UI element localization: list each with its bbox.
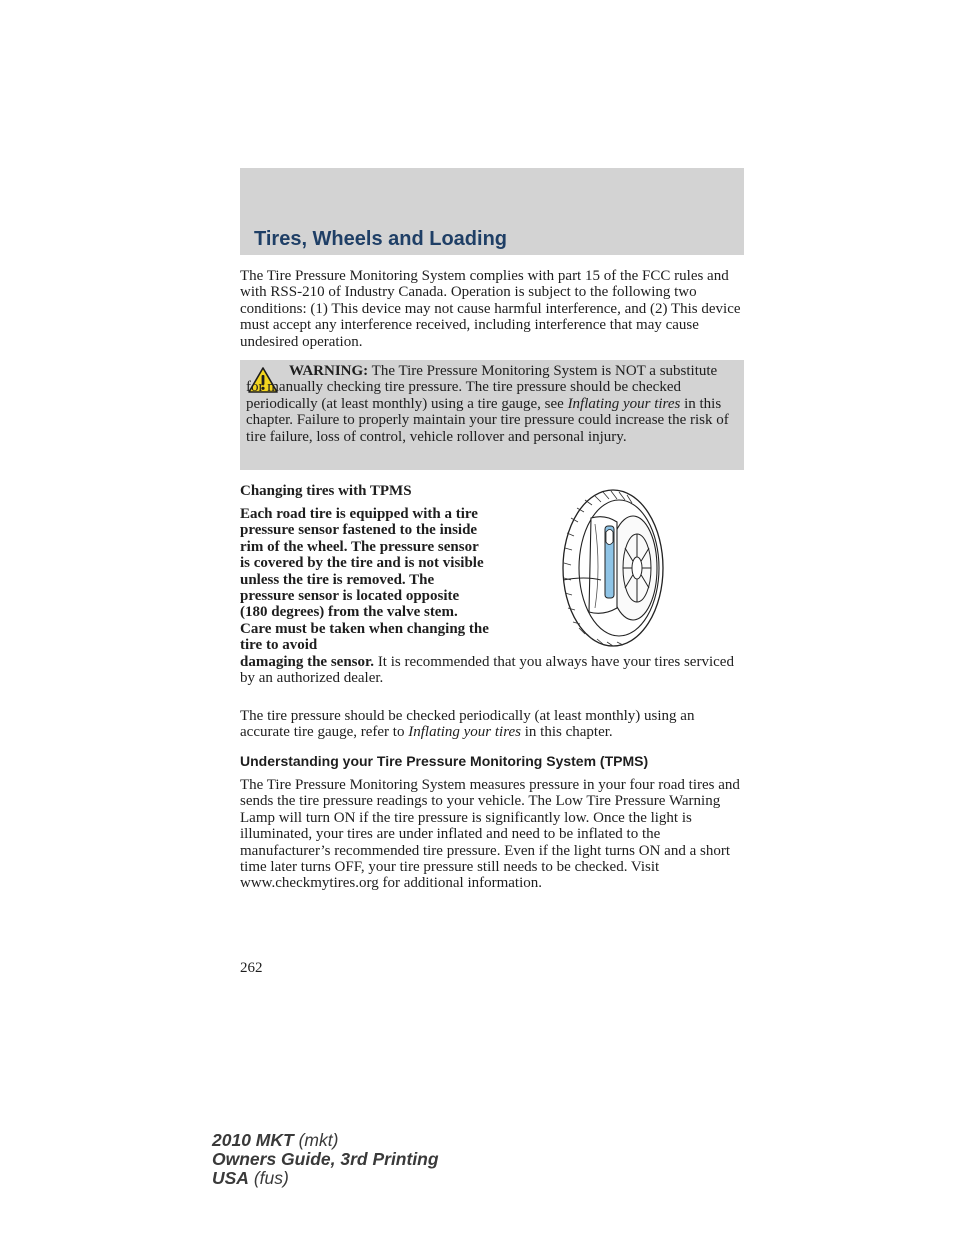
sensor-normal-text: It is recommended that you always have your tires serviced by an authorized dealer. [240,653,734,687]
footer-model-code: (mkt) [298,1130,339,1150]
footer [212,1131,439,1188]
warning-box [240,360,744,470]
warning-text [246,363,738,445]
sensor-bold-end: damaging the sensor. [240,653,375,670]
tpms-heading: Understanding your Tire Pressure Monitoring System (TPMS) [240,753,649,769]
page-number: 262 [240,960,263,976]
footer-market-line [212,1169,439,1188]
footer-guide: Owners Guide, 3rd Printing [212,1149,439,1169]
tpms-paragraph: The Tire Pressure Monitoring System measures pressure in your four road tires and sends the tire pressure readings to your vehicle. The Low Tire Pressure Warning Lamp will turn ON if the tire pressure is significantly low. Once the light is illuminated, your tires are under inflated and need to be inflated to the manufacturer’s recommended tire pressure. Even if the light turns ON and a short time later turns OFF, your tire pressure still needs to be checked. Visit www.checkmytires.org for additional information. [240,777,740,892]
footer-model: 2010 MKT [212,1130,294,1150]
warning-label: WARNING: [289,363,369,379]
section-header-band [240,168,744,255]
check-pressure-paragraph [240,708,744,741]
sensor-paragraph [240,506,744,686]
intro-paragraph: The Tire Pressure Monitoring System complies with part 15 of the FCC rules and with RSS-210 of Industry Canada. Operation is subject to the following two conditions: (1) This device may not cause harmful interference, and (2) This device must accept any interference received, including interference that may cause undesired operation. [240,268,741,350]
check-after: in this chapter. [524,724,613,741]
warning-body: The Tire Pressure Monitoring System is NOT a substitute for manually checking tire pressure. The tire pressure should be checked periodically (at least monthly) using a tire gauge, see [246,363,718,412]
check-before: The tire pressure should be checked periodically (at least monthly) using an accurate tire gauge, refer to [240,708,695,741]
section-title: Tires, Wheels and Loading [254,228,508,250]
check-reference: Inflating your tires [408,724,522,741]
sensor-bold-text: Each road tire is equipped with a tire pressure sensor fastened to the inside rim of the wheel. The pressure sensor is covered by the tire and is not visible unless the tire is removed. The pressure sensor is located opposite (180 degrees) from the valve stem. Care must be taken when changing the tire to avoid [240,506,489,654]
changing-tires-subheading: Changing tires with TPMS [240,483,412,499]
footer-model-line [212,1131,439,1150]
footer-market: USA [212,1168,249,1188]
warning-body-end: in this chapter. Failure to properly maintain your tire pressure could increase the risk of tire failure, loss of control, vehicle rollover and personal injury. [246,395,729,445]
footer-market-code: (fus) [253,1168,289,1188]
tire-sensor-illustration [555,488,667,650]
warning-reference: Inflating your tires [567,395,681,412]
